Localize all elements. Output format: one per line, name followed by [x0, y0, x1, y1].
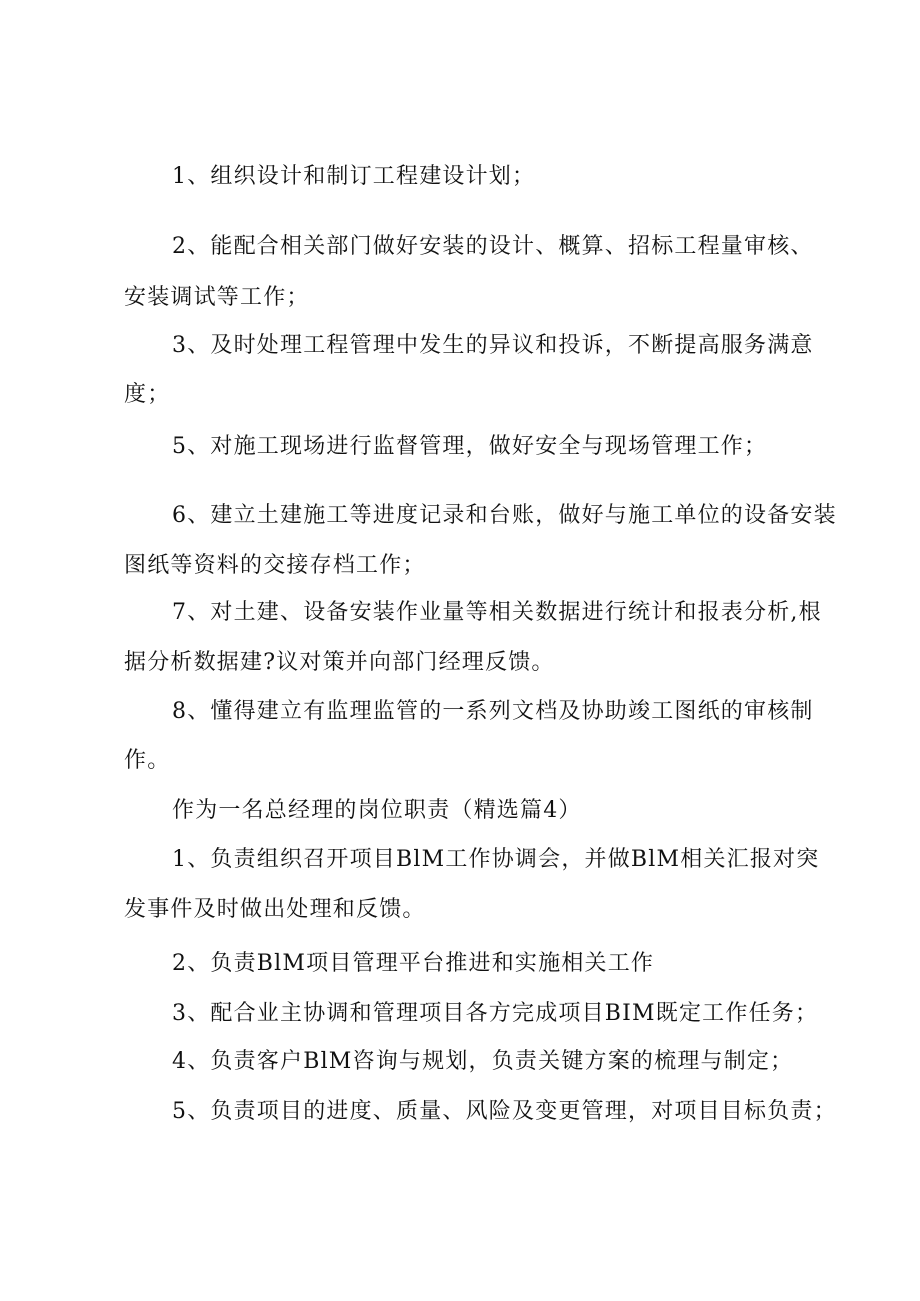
list-item-7-line-2: 据分析数据建?议对策并向部门经理反馈。 [124, 650, 555, 675]
duty-item-1-line-1: 1、负责组织召开项目BlM工作协调会，并做BlM相关汇报对突 [172, 847, 820, 872]
section-heading: 作为一名总经理的岗位职责（精选篇4） [172, 798, 582, 823]
duty-item-3: 3、配合业主协调和管理项目各方完成项目BIM既定工作任务； [172, 1001, 819, 1026]
duty-item-5: 5、负责项目的进度、质量、风险及变更管理，对项目目标负责； [172, 1099, 837, 1124]
list-item-7-line-1: 7、对土建、设备安装作业量等相关数据进行统计和报表分析,根 [172, 600, 822, 625]
list-item-3-line-1: 3、及时处理工程管理中发生的异议和投诉，不断提高服务满意 [172, 333, 814, 358]
list-item-5: 5、对施工现场进行监督管理，做好安全与现场管理工作； [172, 434, 768, 459]
duty-item-2: 2、负责BlM项目管理平台推进和实施相关工作 [172, 951, 655, 976]
list-item-1: 1、组织设计和制订工程建设计划； [172, 164, 536, 189]
duty-item-1-line-2: 发事件及时做出处理和反馈。 [124, 897, 426, 922]
list-item-2-line-1: 2、能配合相关部门做好安装的设计、概算、招标工程量审核、 [172, 234, 814, 259]
list-item-2-line-2: 安装调试等工作； [124, 285, 310, 310]
list-item-3-line-2: 度； [124, 382, 171, 407]
list-item-8-line-2: 作。 [124, 748, 171, 773]
list-item-6-line-1: 6、建立土建施工等进度记录和台账，做好与施工单位的设备安装 [172, 503, 837, 528]
list-item-6-line-2: 图纸等资料的交接存档工作； [124, 553, 426, 578]
duty-item-4: 4、负责客户BlM咨询与规划，负责关键方案的梳理与制定； [172, 1049, 794, 1074]
list-item-8-line-1: 8、懂得建立有监理监管的一系列文档及协助竣工图纸的审核制 [172, 699, 814, 724]
